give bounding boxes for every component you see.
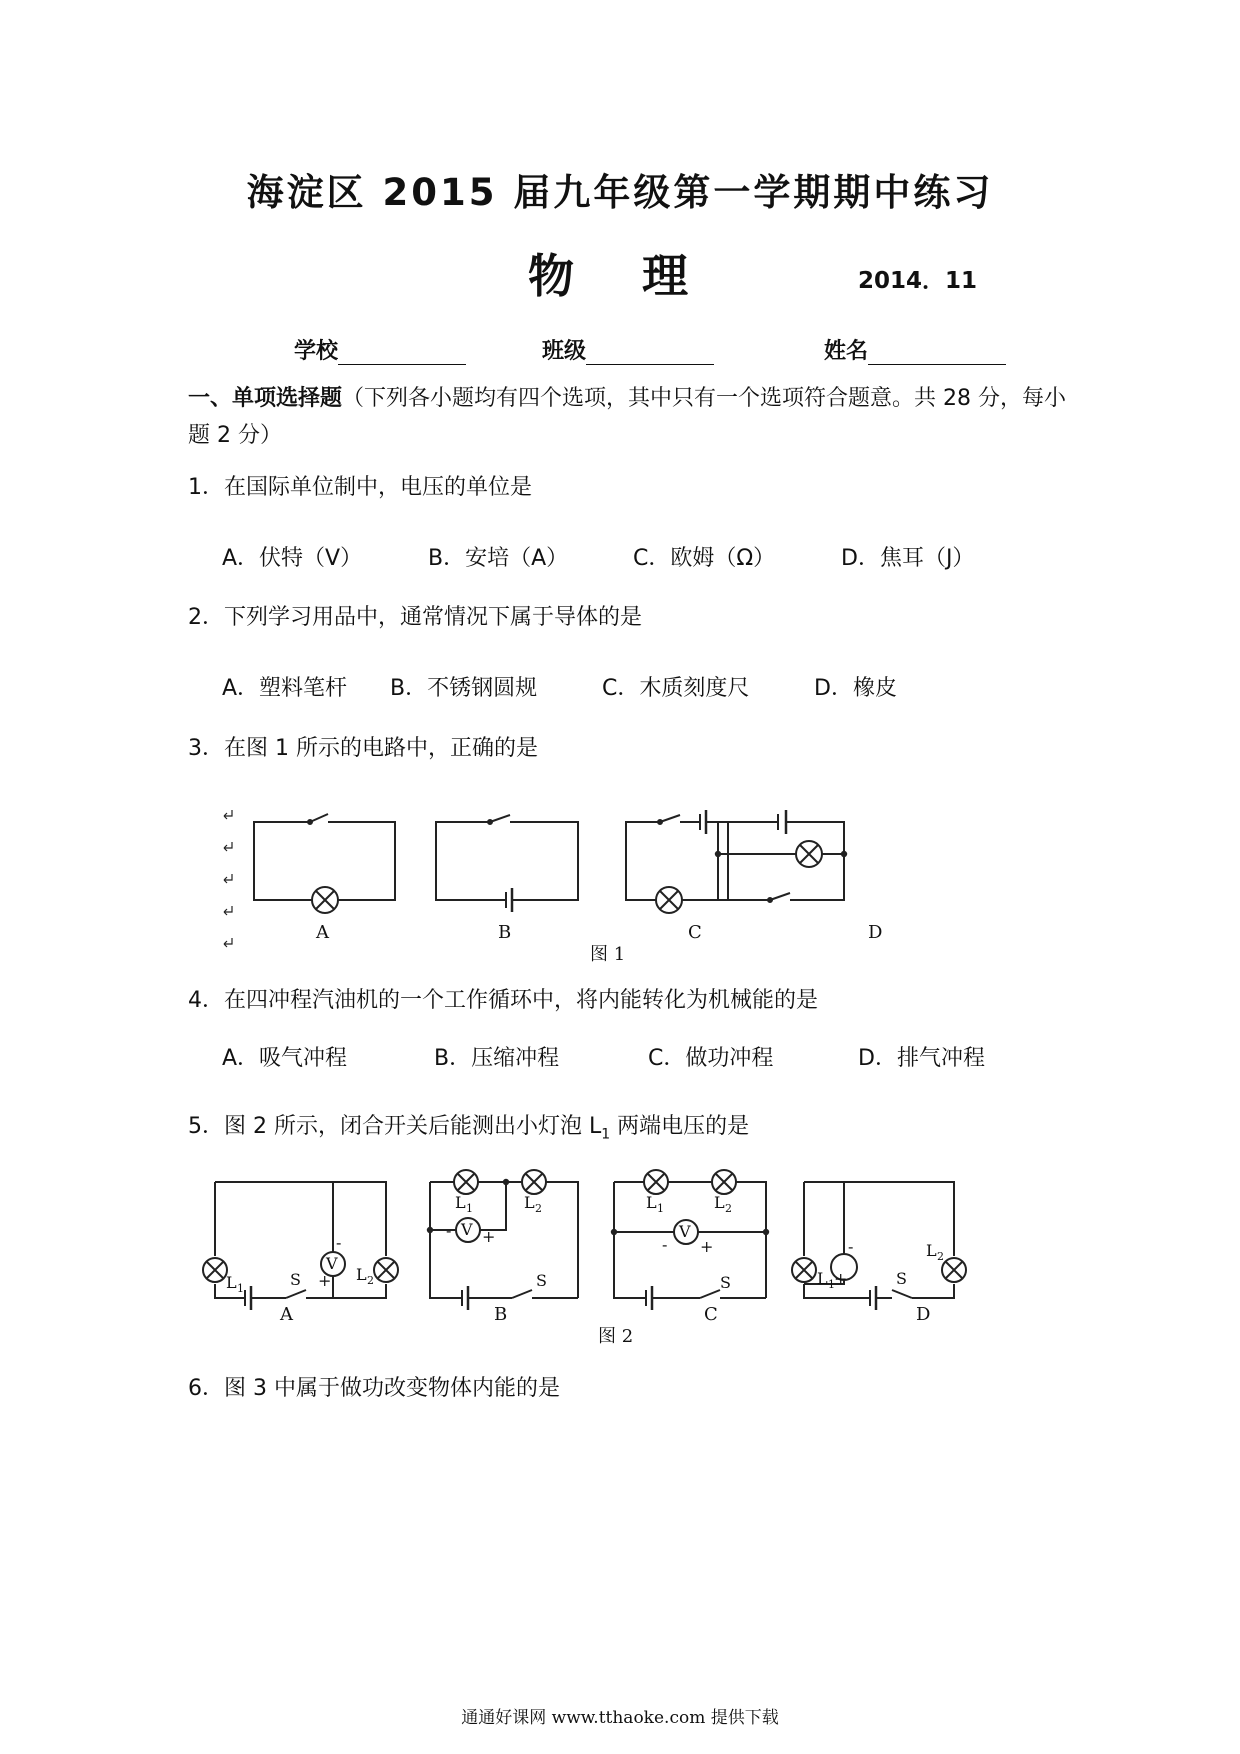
- name-blank[interactable]: [868, 340, 1006, 365]
- subject-title: 物 理: [528, 249, 715, 303]
- question-2-option-a[interactable]: A．塑料笔杆: [222, 676, 348, 701]
- fig2-b-sub2: 2: [535, 1202, 542, 1215]
- return-marks: [224, 810, 232, 947]
- class-label: 班级: [542, 339, 587, 364]
- section-1-instruction: （下列各小题均有四个选项，其中只有一个选项符合题意。共 28 分，每小: [342, 386, 1066, 411]
- fig2-a-plus: +: [318, 1271, 332, 1290]
- fig2-d-minus: -: [848, 1237, 854, 1256]
- footer-credit: 通通好课网 www.tthaoke.com 提供下载: [461, 1708, 779, 1728]
- school-blank[interactable]: [338, 340, 466, 365]
- fig2-c-minus: -: [662, 1235, 668, 1254]
- figure-1-label-d: D: [868, 922, 883, 943]
- fig2-d-lamp-l1-label: L: [817, 1269, 828, 1288]
- figure-2-label-b: B: [494, 1304, 508, 1325]
- figure-1-label-a: A: [316, 922, 329, 943]
- question-4-option-c[interactable]: C．做功冲程: [648, 1046, 774, 1071]
- section-1-heading: [188, 382, 1068, 416]
- section-1-title: 一、单项选择题: [188, 386, 343, 411]
- fig2-c-sub2: 2: [725, 1202, 732, 1215]
- class-field[interactable]: [542, 334, 714, 365]
- fig2-a-lamp-l1-label: L: [226, 1273, 237, 1292]
- name-field[interactable]: [824, 334, 1006, 365]
- question-1-stem: 1．在国际单位制中，电压的单位是: [188, 475, 532, 500]
- fig2-b-switch-label: S: [536, 1271, 547, 1290]
- question-4-option-b[interactable]: B．压缩冲程: [434, 1046, 560, 1071]
- name-label: 姓名: [824, 339, 869, 364]
- question-2-option-b[interactable]: B．不锈钢圆规: [390, 676, 538, 701]
- question-6-stem: 6．图 3 中属于做功改变物体内能的是: [188, 1376, 560, 1401]
- circuit-1c: [626, 810, 728, 913]
- circuit-1b: [436, 815, 578, 912]
- figure-2-label-c: C: [704, 1304, 718, 1325]
- fig2-a-sub1: 1: [237, 1282, 244, 1295]
- question-5-stem-suffix: 两端电压的是: [610, 1114, 750, 1139]
- fig2-c-plus: +: [700, 1237, 714, 1256]
- fig2-a-voltmeter-label: V: [326, 1254, 338, 1273]
- fig2-d-plus: +: [834, 1269, 848, 1288]
- question-5-stem: [188, 1110, 749, 1151]
- fig2-b-lamp-l2-label: L: [524, 1193, 535, 1212]
- school-label: 学校: [294, 339, 339, 364]
- figure-2-label-a: A: [280, 1304, 293, 1325]
- figure-1-label-b: B: [498, 922, 512, 943]
- fig2-a-minus: -: [336, 1233, 342, 1252]
- question-5-stem-prefix: 5．图 2 所示，闭合开关后能测出小灯泡 L: [188, 1114, 602, 1139]
- fig2-a-switch-label: S: [290, 1270, 301, 1289]
- fig2-d-switch-label: S: [896, 1269, 907, 1288]
- exam-date: 2014．11: [858, 268, 978, 294]
- question-5-subscript: 1: [601, 1126, 611, 1143]
- fig2-c-switch-label: S: [720, 1273, 731, 1292]
- circuit-2b: [428, 1170, 578, 1310]
- figure-2-label-d: D: [916, 1304, 931, 1325]
- circuit-1d: [716, 810, 846, 902]
- fig2-c-voltmeter-label: V: [679, 1222, 691, 1241]
- question-2-option-c[interactable]: C．木质刻度尺: [602, 676, 750, 701]
- figure-2-caption: 图 2: [598, 1326, 634, 1347]
- question-4-stem: 4．在四冲程汽油机的一个工作循环中，将内能转化为机械能的是: [188, 988, 818, 1013]
- fig2-b-plus: +: [482, 1227, 496, 1246]
- section-1-instruction-cont: 题 2 分）: [188, 423, 282, 448]
- fig2-d-lamp-l2-label: L: [926, 1241, 937, 1260]
- fig2-b-minus: -: [446, 1221, 452, 1240]
- fig2-c-sub1: 1: [657, 1202, 664, 1215]
- fig2-d-sub2: 2: [937, 1250, 944, 1263]
- question-4-option-d[interactable]: D．排气冲程: [858, 1046, 985, 1071]
- figure-1-caption: 图 1: [590, 944, 626, 965]
- class-blank[interactable]: [586, 340, 714, 365]
- circuit-2d: [792, 1182, 966, 1310]
- fig2-b-lamp-l1-label: L: [455, 1193, 466, 1212]
- question-1-option-c[interactable]: C．欧姆（Ω）: [633, 546, 776, 571]
- fig2-c-lamp-l1-label: L: [646, 1193, 657, 1212]
- fig2-c-lamp-l2-label: L: [714, 1193, 725, 1212]
- fig2-a-sub2: 2: [367, 1274, 374, 1287]
- figure-1-label-c: C: [688, 922, 702, 943]
- question-1-option-a[interactable]: A．伏特（V）: [222, 546, 363, 571]
- question-1-option-b[interactable]: B．安培（A）: [428, 546, 569, 571]
- fig2-a-lamp-l2-label: L: [356, 1265, 367, 1284]
- question-4-option-a[interactable]: A．吸气冲程: [222, 1046, 348, 1071]
- exam-title: 海淀区 2015 届九年级第一学期期中练习: [246, 171, 994, 214]
- circuit-1a: [254, 814, 395, 913]
- fig2-b-sub1: 1: [466, 1202, 473, 1215]
- fig2-d-sub1: 1: [828, 1278, 835, 1291]
- school-field[interactable]: [294, 334, 466, 365]
- question-2-stem: 2．下列学习用品中，通常情况下属于导体的是: [188, 605, 642, 630]
- question-3-stem: 3．在图 1 所示的电路中，正确的是: [188, 736, 538, 761]
- question-2-option-d[interactable]: D．橡皮: [814, 676, 897, 701]
- fig2-b-voltmeter-label: V: [461, 1220, 473, 1239]
- question-1-option-d[interactable]: D．焦耳（J）: [841, 546, 975, 571]
